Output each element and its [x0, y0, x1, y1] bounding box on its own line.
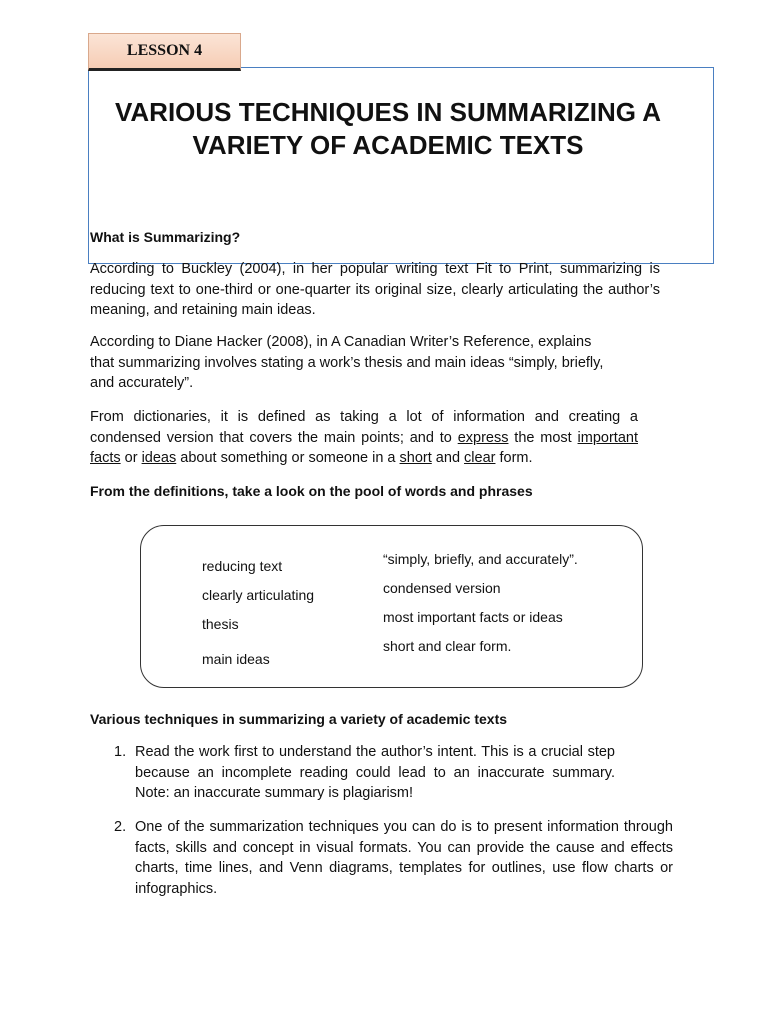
pool-item: clearly articulating [202, 587, 315, 603]
pool-item: reducing text [202, 558, 283, 574]
title-line-2: VARIETY OF ACADEMIC TEXTS [192, 130, 584, 160]
list-text: One of the summarization techniques you can do is to present information through facts, skills and concept in visual formats. You can provide the cause and effects charts, time lines, and Venn diagrams, templates for outlines, use flow charts or infographics. [135, 819, 673, 897]
underlined-word: express [457, 429, 509, 446]
word-pool-box [140, 525, 643, 688]
list-text: Read the work first to understand the author’s intent. This is a crucial step because an incomplete reading could lead to an inaccurate summary. Note: an inaccurate summary is plagiarism! [135, 744, 615, 801]
section-heading-pool: From the definitions, take a look on the pool of words and phrases [90, 483, 533, 499]
text: the most [508, 429, 578, 446]
text: and [431, 450, 465, 466]
pool-item: condensed version [383, 580, 501, 596]
pool-item: main ideas [202, 651, 270, 667]
text: or [120, 450, 142, 466]
underlined-word: facts [90, 450, 121, 466]
pool-item: most important facts or ideas [383, 609, 563, 625]
paragraph-hacker-line: and accurately”. [90, 375, 194, 391]
underlined-word: clear [464, 450, 496, 466]
text: about something or someone in a [176, 450, 400, 466]
text: form. [495, 450, 533, 466]
paragraph-hacker [90, 332, 660, 394]
paragraph-hacker-line: that summarizing involves stating a work’s thesis and main ideas “simply, briefly, [90, 354, 604, 371]
lesson-label: LESSON 4 [88, 33, 241, 71]
pool-item: short and clear form. [383, 638, 512, 654]
section-heading-what-is-summarizing: What is Summarizing? [90, 229, 241, 245]
list-number: 2. [114, 819, 127, 835]
pool-item: “simply, briefly, and accurately”. [383, 551, 578, 567]
list-number: 1. [114, 744, 127, 760]
underlined-word: important [577, 429, 638, 446]
paragraph-buckley: According to Buckley (2004), in her popular writing text Fit to Print, summarizing is reducing text to one-third or one-quarter its original size, clearly articulating the author’s meaning, and retaining main ideas. [90, 261, 660, 318]
paragraph-hacker-line: According to Diane Hacker (2008), in A Canadian Writer’s Reference, explains [90, 334, 592, 350]
underlined-word: short [399, 450, 432, 466]
pool-item: thesis [202, 616, 239, 632]
title-line-1: VARIOUS TECHNIQUES IN SUMMARIZING A [114, 97, 661, 127]
paragraph-dictionaries [90, 407, 638, 469]
page-title [88, 96, 688, 162]
underlined-word: ideas [141, 450, 177, 466]
text: From dictionaries, it is defined as taking a lot of information and creating a condensed version that covers the main points; and to [90, 409, 638, 446]
section-heading-techniques: Various techniques in summarizing a variety of academic texts [90, 711, 508, 727]
